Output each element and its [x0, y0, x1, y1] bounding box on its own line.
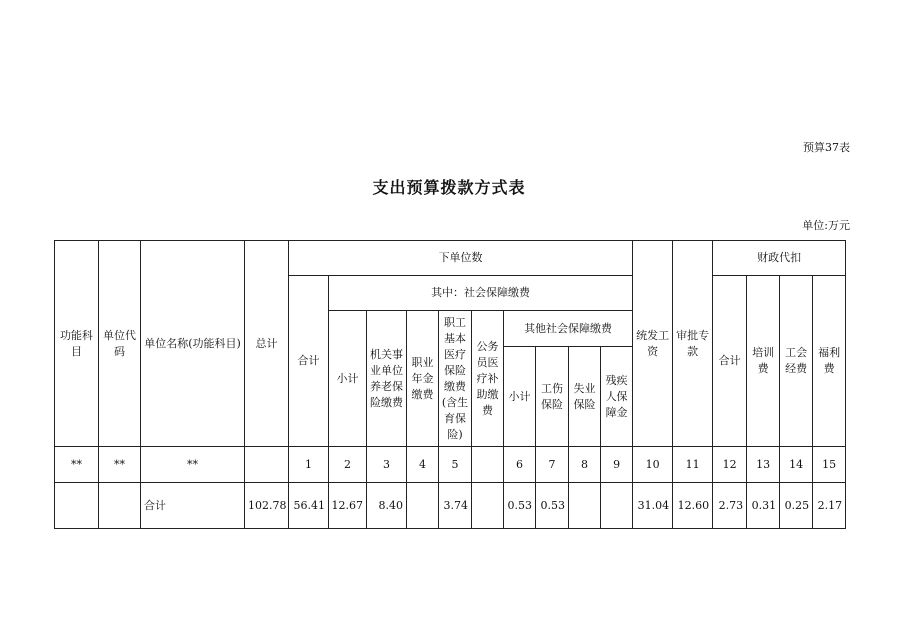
data-cell: 12.60 [673, 483, 713, 529]
index-cell: 13 [747, 447, 780, 483]
data-cell [569, 483, 601, 529]
index-cell: 8 [569, 447, 601, 483]
index-cell: 7 [536, 447, 569, 483]
header-fiscal-sum: 合计 [713, 276, 747, 447]
data-cell: 31.04 [633, 483, 673, 529]
header-of-which-social: 其中：社会保障缴费 [329, 276, 633, 311]
index-cell: 3 [367, 447, 407, 483]
index-cell: 12 [713, 447, 747, 483]
page-title: 支出预算拨款方式表 [372, 178, 526, 197]
header-unit-code: 单位代码 [99, 241, 141, 447]
data-cell: 0.53 [536, 483, 569, 529]
header-training: 培训费 [747, 276, 780, 447]
header-other-social: 其他社会保障缴费 [504, 311, 633, 347]
header-unit-name: 单位名称(功能科目) [141, 241, 245, 447]
header-disability: 残疾人保障金 [601, 347, 633, 447]
header-union: 工会经费 [780, 276, 813, 447]
header-injury: 工伤保险 [536, 347, 569, 447]
header-approved: 审批专款 [673, 241, 713, 447]
index-cell: ** [55, 447, 99, 483]
form-number: 预算37表 [803, 141, 850, 154]
header-total: 总计 [245, 241, 289, 447]
index-cell: 4 [407, 447, 439, 483]
index-cell: 14 [780, 447, 813, 483]
data-cell: 2.17 [813, 483, 846, 529]
index-cell: 2 [329, 447, 367, 483]
index-cell: 1 [289, 447, 329, 483]
data-cell: 8.40 [367, 483, 407, 529]
index-cell: ** [141, 447, 245, 483]
header-pension: 机关事业单位养老保险缴费 [367, 311, 407, 447]
header-func-subject: 功能科目 [55, 241, 99, 447]
header-unemployment: 失业保险 [569, 347, 601, 447]
header-subtotal: 小计 [329, 311, 367, 447]
data-cell: 0.31 [747, 483, 780, 529]
index-cell: 11 [673, 447, 713, 483]
header-unified-wage: 统发工资 [633, 241, 673, 447]
index-cell: 6 [504, 447, 536, 483]
index-cell [472, 447, 504, 483]
index-cell: 5 [439, 447, 472, 483]
index-cell: 10 [633, 447, 673, 483]
data-cell [601, 483, 633, 529]
data-cell [407, 483, 439, 529]
header-sum: 合计 [289, 276, 329, 447]
data-cell: 2.73 [713, 483, 747, 529]
data-cell-unit-name: 合计 [141, 483, 245, 529]
header-medical: 职工基本医疗保险缴费(含生育保险) [439, 311, 472, 447]
data-cell: 12.67 [329, 483, 367, 529]
header-civil-medical: 公务员医疗补助缴费 [472, 311, 504, 447]
budget-table [54, 240, 846, 529]
header-annuity: 职业年金缴费 [407, 311, 439, 447]
header-fiscal: 财政代扣 [713, 241, 846, 276]
index-cell: ** [99, 447, 141, 483]
header-sub-units: 下单位数 [289, 241, 633, 276]
index-cell [245, 447, 289, 483]
unit-label: 单位:万元 [802, 219, 850, 232]
header-other-subtotal: 小计 [504, 347, 536, 447]
data-cell: 56.41 [289, 483, 329, 529]
data-cell: 0.25 [780, 483, 813, 529]
data-cell [472, 483, 504, 529]
data-cell: 0.53 [504, 483, 536, 529]
header-welfare: 福利费 [813, 276, 846, 447]
data-cell: 3.74 [439, 483, 472, 529]
data-cell [99, 483, 141, 529]
data-cell [55, 483, 99, 529]
index-cell: 15 [813, 447, 846, 483]
index-cell: 9 [601, 447, 633, 483]
data-cell-total: 102.78 [245, 483, 289, 529]
